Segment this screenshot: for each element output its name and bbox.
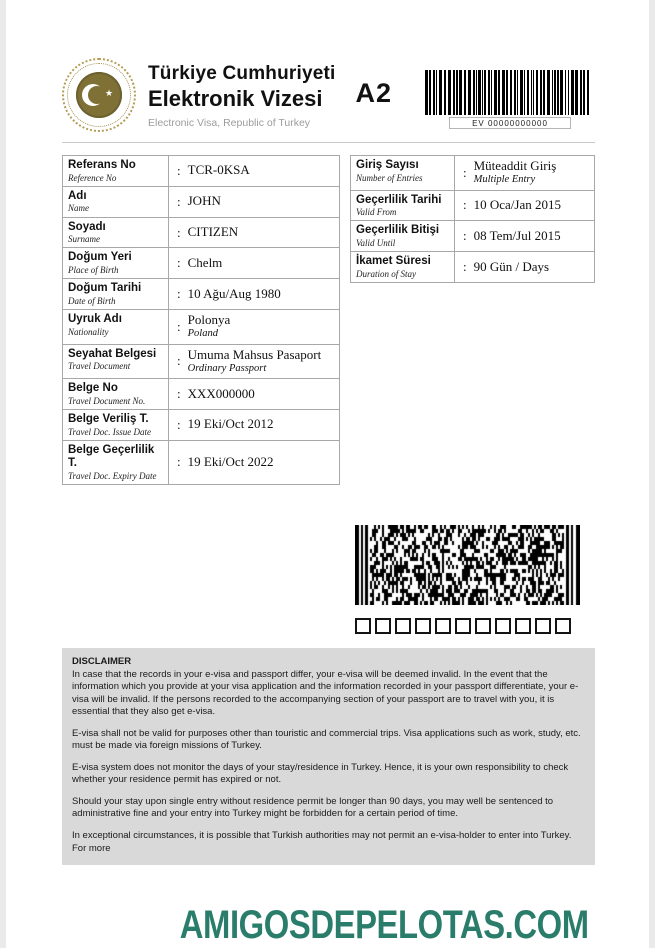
field-value-main: : CITIZEN — [187, 224, 239, 240]
placeholder-box — [415, 618, 431, 634]
field-label-english: Valid Until — [356, 237, 396, 248]
placeholder-box — [475, 618, 491, 634]
barcode-bar — [476, 70, 477, 115]
barcode-bar — [498, 70, 500, 115]
field-row — [62, 378, 340, 410]
title-block — [148, 58, 336, 129]
barcode-bar — [464, 70, 466, 115]
field-label-turkish: Referans No — [68, 159, 136, 171]
barcode-bar — [520, 70, 523, 115]
field-value-main: : JOHN — [187, 193, 221, 209]
field-value-text — [474, 159, 557, 187]
2d-barcode-block — [355, 525, 580, 634]
field-value-main: : 08 Tem/Jul 2015 — [473, 227, 561, 243]
field-value — [169, 345, 339, 379]
placeholder-box — [495, 618, 511, 634]
field-label — [63, 218, 169, 248]
barcode-bar — [506, 70, 508, 115]
field-value-main: : XXX000000 — [187, 385, 255, 401]
watermark-text: AMIGOSDEPELOTAS.COM — [180, 903, 589, 948]
field-label-english: Number of Entries — [356, 172, 423, 183]
field-value — [455, 252, 594, 282]
barcode-bar — [484, 70, 486, 115]
field-value-text — [188, 256, 223, 271]
field-row — [62, 217, 340, 249]
field-label-turkish: Belge Geçerlilik T. — [68, 443, 155, 470]
barcode-bar — [433, 70, 435, 115]
disclaimer-paragraph: Should your stay upon single entry without residence permit be longer than 90 days, you may well be sentenced to administrative fine and your entry into Turkey might be forbidden for a certain period of time. — [72, 795, 554, 820]
field-value-main: : Umuma Mahsus Pasaport — [187, 346, 322, 362]
placeholder-box — [355, 618, 371, 634]
barcode-bar — [560, 70, 563, 115]
header-divider — [62, 142, 595, 143]
barcode-bar — [587, 70, 589, 115]
field-label — [351, 221, 455, 251]
barcode-bar — [448, 70, 451, 115]
barcode-bar — [568, 70, 569, 115]
field-value-text — [188, 287, 281, 302]
barcode-bar — [468, 70, 471, 115]
disclaimer-paragraphs — [72, 669, 585, 855]
field-value-text — [188, 313, 231, 341]
barcode-bar — [531, 70, 532, 115]
field-label-turkish: İkamet Süresi — [356, 255, 431, 268]
field-label-turkish: Adı — [68, 189, 87, 202]
field-label-turkish: Doğum Tarihi — [68, 282, 142, 295]
barcode-bar — [429, 70, 431, 115]
field-value-sub: Poland — [187, 328, 218, 339]
field-label-english: Place of Birth — [68, 265, 119, 275]
field-label-english: Name — [68, 203, 89, 214]
field-label-english: Surname — [68, 234, 100, 245]
field-value-main: : Chelm — [187, 254, 223, 270]
star-icon: ★ — [105, 88, 114, 98]
field-row — [62, 440, 340, 485]
field-value-text — [188, 387, 255, 402]
field-value — [169, 156, 339, 186]
field-label-turkish: Seyahat Belgesi — [68, 347, 157, 360]
barcode-bar — [444, 70, 446, 115]
barcode-bar — [565, 70, 566, 115]
placeholder-box — [395, 618, 411, 634]
title-turkish-line2: Elektronik Vizesi — [148, 86, 323, 111]
visa-fields — [62, 155, 595, 485]
field-value — [455, 156, 594, 190]
field-label-turkish: Belge No — [68, 382, 118, 395]
barcode-bar — [494, 70, 497, 115]
field-value — [169, 410, 339, 440]
field-row — [62, 278, 340, 310]
barcode — [425, 70, 595, 115]
field-value — [455, 221, 594, 251]
field-row — [62, 344, 340, 380]
field-label-turkish: Uyruk Adı — [68, 313, 122, 326]
field-value — [169, 379, 339, 409]
barcode-bar — [552, 70, 553, 115]
barcode-bar — [517, 70, 518, 115]
barcode-bar — [488, 70, 490, 115]
barcode-bar — [514, 70, 516, 115]
barcode-bar — [533, 70, 534, 115]
field-value — [169, 218, 339, 248]
crescent-cut-icon — [88, 86, 106, 104]
field-value-main: : Müteaddit Giriş — [473, 158, 557, 173]
field-value — [169, 441, 339, 484]
barcode-bar — [453, 70, 455, 115]
placeholder-box — [535, 618, 551, 634]
barcode-bar — [547, 70, 550, 115]
field-label-english: Travel Document No. — [68, 395, 146, 406]
barcode-bar — [543, 70, 545, 115]
field-label-english: Reference No — [68, 172, 117, 183]
field-label-turkish: Geçerlilik Bitişi — [356, 224, 440, 237]
field-label — [63, 187, 169, 217]
barcode-bar — [557, 70, 559, 115]
placeholder-box — [515, 618, 531, 634]
field-value-main: : 10 Ağu/Aug 1980 — [187, 285, 281, 301]
field-label-turkish: Doğum Yeri — [68, 251, 132, 264]
field-label-english: Date of Birth — [68, 295, 116, 306]
field-value-main: : 19 Eki/Oct 2012 — [187, 416, 274, 432]
barcode-bar — [575, 70, 578, 115]
field-label-turkish: Soyadı — [68, 220, 106, 233]
barcode-bar — [436, 70, 437, 115]
field-label-english: Nationality — [68, 326, 109, 337]
barcode-bar — [540, 70, 542, 115]
field-value — [455, 191, 594, 221]
disclaimer-paragraph: In exceptional circumstances, it is possible that Turkish authorities may not permit an e-visa-holder to enter into Turkey. For more — [72, 829, 572, 854]
visa-type-code: A2 — [355, 78, 393, 108]
field-value-sub: Multiple Entry — [473, 173, 536, 185]
barcode-bar — [571, 70, 574, 115]
field-row — [62, 309, 340, 345]
field-row — [350, 220, 595, 252]
disclaimer-paragraph: E-visa shall not be valid for purposes other than touristic and commercial trips. Visa applications such as work, study, etc. must be made via foreign missions of Turkey. — [72, 727, 581, 752]
barcode-bar — [478, 70, 481, 115]
field-label-english: Travel Document — [68, 361, 131, 372]
field-label-turkish: Giriş Sayısı — [356, 159, 419, 171]
field-value-main: : 90 Gün / Days — [473, 258, 550, 274]
barcode-bar — [527, 70, 529, 115]
field-label-english: Valid From — [356, 207, 397, 218]
field-value-text — [188, 225, 239, 240]
barcode-bar — [473, 70, 475, 115]
field-label — [63, 410, 169, 440]
field-label — [351, 156, 455, 190]
field-label — [63, 279, 169, 309]
field-value — [169, 248, 339, 278]
disclaimer-paragraph: E-visa system does not monitor the days of your stay/residence in Turkey. Hence, it is your own responsibility to check whether your residence permit has expired or not. — [72, 761, 569, 786]
field-value-text — [474, 229, 561, 244]
field-value-main: : 19 Eki/Oct 2022 — [187, 453, 274, 469]
pdf417-barcode — [355, 525, 580, 605]
document-header — [62, 58, 595, 132]
field-label-english: Duration of Stay — [356, 268, 416, 279]
field-value-main: : TCR-0KSA — [187, 162, 250, 178]
field-value — [169, 279, 339, 309]
field-value — [169, 310, 339, 344]
barcode-bar — [459, 70, 462, 115]
field-label — [351, 252, 455, 282]
barcode-bar — [491, 70, 492, 115]
field-value-main: : 10 Oca/Jan 2015 — [473, 196, 561, 212]
personal-fields-table — [62, 155, 340, 485]
title-english-subtitle: Electronic Visa, Republic of Turkey — [148, 117, 311, 129]
field-label-english: Travel Doc. Expiry Date — [68, 470, 157, 481]
field-value-text — [188, 163, 250, 178]
field-row — [350, 190, 595, 222]
disclaimer-paragraph: In case that the records in your e-visa and passport differ, your e-visa will be deemed invalid. In the event that the information which you provide at your visa application and the information recorded in your passport differentiate, your e-visa will be invalid. If the persons recorded to the accompanying section of your passport are to travel with you, it is essential that they also get e-visa. — [72, 668, 579, 718]
visa-validity-table — [350, 155, 595, 283]
barcode-block — [425, 70, 595, 129]
field-value-sub: Ordinary Passport — [187, 362, 267, 374]
barcode-bar — [439, 70, 442, 115]
field-value-main: : Polonya — [187, 312, 231, 328]
placeholder-box — [455, 618, 471, 634]
barcode-bar — [580, 70, 582, 115]
field-value-text — [474, 198, 561, 213]
barcode-bar — [502, 70, 505, 115]
field-row — [350, 251, 595, 283]
field-row — [62, 155, 340, 187]
barcode-bar — [524, 70, 525, 115]
field-row — [62, 247, 340, 279]
barcode-number: EV 00000000000 — [449, 117, 571, 129]
field-label — [63, 441, 169, 484]
disclaimer-title: DISCLAIMER — [72, 656, 132, 668]
disclaimer-section — [62, 648, 595, 865]
barcode-bar — [510, 70, 512, 115]
turkey-emblem-logo — [62, 58, 136, 132]
barcode-bar — [583, 70, 585, 115]
barcode-bar — [536, 70, 538, 115]
field-label — [351, 191, 455, 221]
placeholder-box — [435, 618, 451, 634]
field-label-turkish: Geçerlilik Tarihi — [356, 193, 442, 206]
placeholder-box — [555, 618, 571, 634]
barcode-bar — [456, 70, 458, 115]
field-row — [350, 155, 595, 191]
field-label-english: Travel Doc. Issue Date — [68, 426, 151, 437]
field-value-text — [188, 348, 322, 376]
field-value — [169, 187, 339, 217]
field-label — [63, 379, 169, 409]
barcode-bar — [482, 70, 483, 115]
title-turkish-line1: Türkiye Cumhuriyeti — [148, 63, 336, 84]
field-value-text — [188, 194, 221, 209]
placeholder-boxes-row — [355, 618, 580, 634]
barcode-bar — [554, 70, 556, 115]
field-value-text — [188, 455, 274, 470]
field-value-text — [474, 260, 549, 275]
field-row — [62, 409, 340, 441]
field-label — [63, 248, 169, 278]
field-label — [63, 345, 169, 379]
barcode-bar — [425, 70, 428, 115]
field-label-turkish: Belge Veriliş T. — [68, 412, 149, 425]
field-value-text — [188, 417, 274, 432]
field-label — [63, 156, 169, 186]
field-row — [62, 186, 340, 218]
placeholder-box — [375, 618, 391, 634]
field-label — [63, 310, 169, 344]
